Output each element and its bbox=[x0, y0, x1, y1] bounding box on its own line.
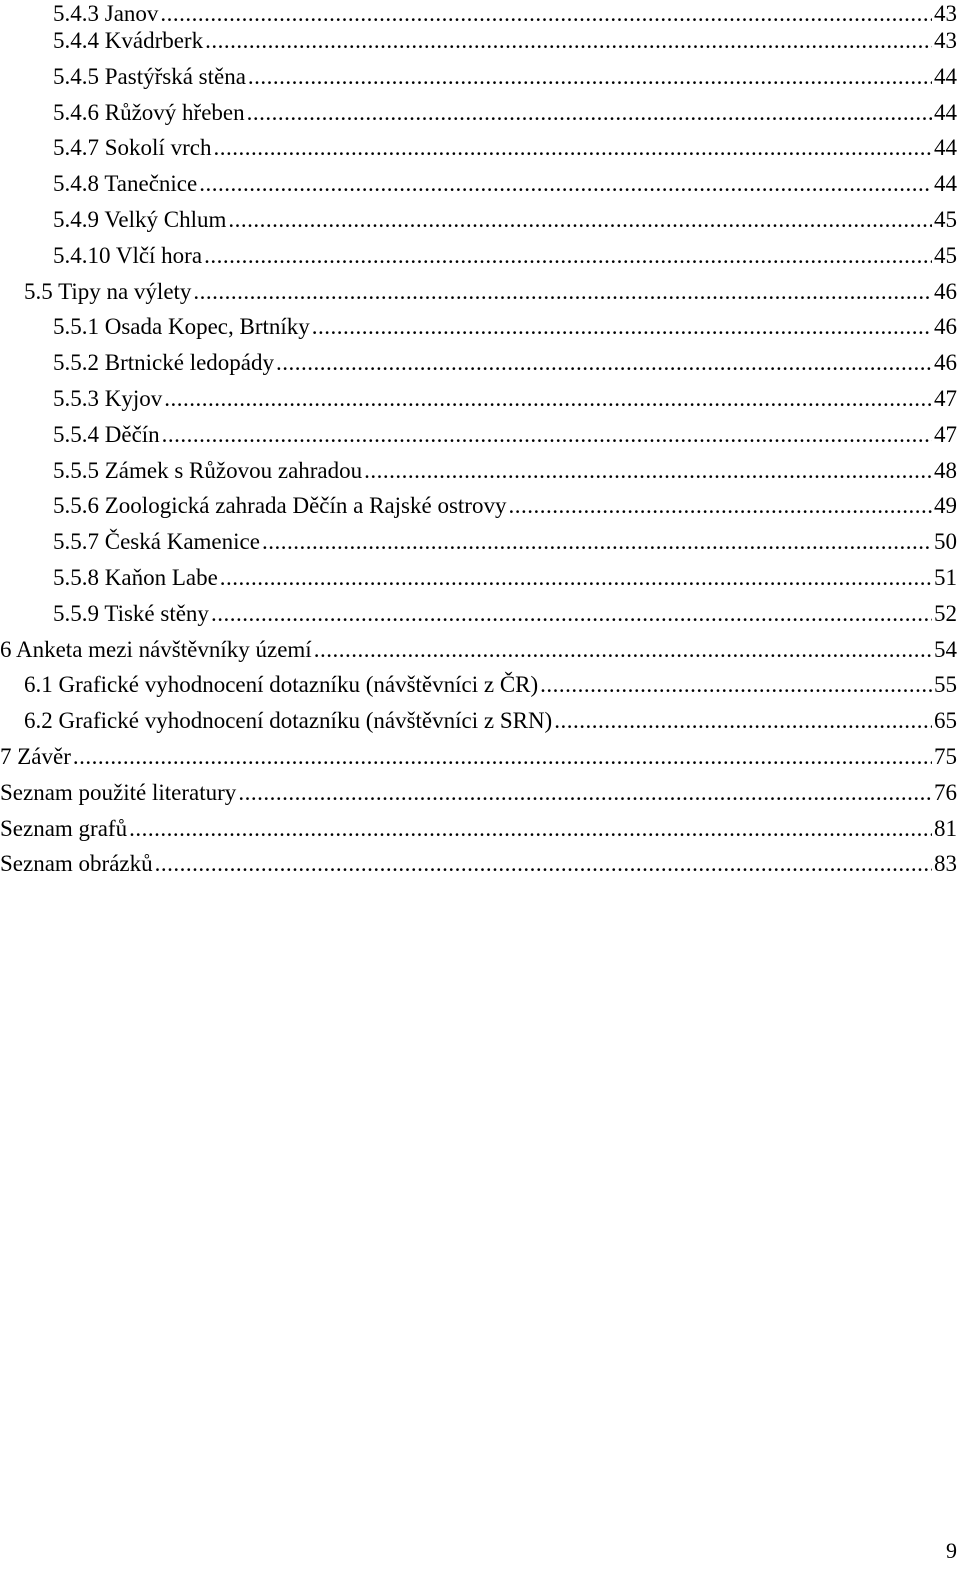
toc-dot-leader bbox=[364, 457, 932, 484]
toc-entry[interactable] bbox=[0, 636, 957, 672]
toc-entry[interactable] bbox=[0, 170, 957, 206]
toc-entry[interactable] bbox=[0, 27, 957, 63]
toc-entry-title: 5.5.5 Zámek s Růžovou zahradou bbox=[53, 457, 363, 483]
toc-entry-title: 5.4.5 Pastýřská stěna bbox=[53, 63, 246, 89]
toc-entry[interactable] bbox=[0, 457, 957, 493]
toc-dot-leader bbox=[211, 600, 932, 627]
toc-dot-leader bbox=[155, 850, 932, 877]
toc-dot-leader bbox=[228, 206, 932, 233]
toc-entry-page: 46 bbox=[934, 350, 957, 376]
toc-entry-page: 43 bbox=[934, 28, 957, 53]
toc-entry-title: 5.5.8 Kaňon Labe bbox=[53, 564, 218, 590]
toc-entry-page: 44 bbox=[934, 63, 957, 89]
toc-entry[interactable] bbox=[0, 385, 957, 421]
toc-entry-title: 6.2 Grafické vyhodnocení dotazníku (návštěvníci z SRN) bbox=[24, 708, 553, 734]
toc-dot-leader bbox=[248, 63, 932, 90]
toc-entry[interactable] bbox=[0, 206, 957, 242]
toc-dot-leader bbox=[73, 743, 932, 770]
page-number: 9 bbox=[946, 1538, 957, 1563]
toc-entry[interactable] bbox=[0, 421, 957, 457]
toc-dot-leader bbox=[554, 707, 932, 734]
toc-entry[interactable] bbox=[0, 850, 957, 886]
toc-entry-title: 5.4.9 Velký Chlum bbox=[53, 206, 227, 232]
toc-entry[interactable] bbox=[0, 779, 957, 815]
toc-entry[interactable] bbox=[0, 349, 957, 385]
toc-entry-title: 5.4.10 Vlčí hora bbox=[53, 242, 203, 268]
toc-entry-title: 5.5.3 Kyjov bbox=[53, 385, 163, 411]
toc-entry-title: 5.5.4 Děčín bbox=[53, 421, 160, 447]
toc-dot-leader bbox=[238, 779, 932, 806]
toc-entry-page: 47 bbox=[934, 385, 957, 411]
toc-dot-leader bbox=[508, 492, 932, 519]
toc-entry-title: 5.5.2 Brtnické ledopády bbox=[53, 350, 275, 376]
toc-entry-page: 54 bbox=[934, 636, 957, 662]
toc-entry[interactable] bbox=[0, 743, 957, 779]
toc-entry-page: 65 bbox=[934, 708, 957, 734]
toc-entry-page: 76 bbox=[934, 779, 957, 805]
toc-entry-page: 50 bbox=[934, 529, 957, 555]
toc-dot-leader bbox=[314, 636, 932, 663]
toc-entry-page: 51 bbox=[934, 564, 957, 590]
toc-entry-title: 6 Anketa mezi návštěvníky území bbox=[0, 636, 312, 662]
toc-entry[interactable] bbox=[0, 564, 957, 600]
toc-entry[interactable] bbox=[0, 707, 957, 743]
toc-dot-leader bbox=[204, 242, 932, 269]
toc-entry-page: 44 bbox=[934, 171, 957, 197]
toc-entry[interactable] bbox=[0, 528, 957, 564]
toc-entry-title: Seznam grafů bbox=[0, 815, 128, 841]
toc-entry[interactable] bbox=[0, 313, 957, 349]
toc-entry-page: 44 bbox=[934, 135, 957, 161]
toc-dot-leader bbox=[213, 134, 932, 161]
toc-entry[interactable] bbox=[0, 815, 957, 851]
toc-entry[interactable] bbox=[0, 134, 957, 170]
toc-dot-leader bbox=[162, 421, 932, 448]
toc-entry-title: 7 Závěr bbox=[0, 743, 71, 769]
toc-entry-page: 83 bbox=[934, 851, 957, 877]
toc-entry-page: 44 bbox=[934, 99, 957, 125]
toc-dot-leader bbox=[205, 27, 932, 54]
toc-dot-leader bbox=[220, 564, 932, 591]
toc-entry-page: 45 bbox=[934, 242, 957, 268]
toc-dot-leader bbox=[312, 313, 932, 340]
toc-entry-page: 45 bbox=[934, 206, 957, 232]
toc-dot-leader bbox=[540, 671, 932, 698]
toc-entry-page: 48 bbox=[934, 457, 957, 483]
toc-entry-page: 46 bbox=[934, 278, 957, 304]
toc-dot-leader bbox=[262, 528, 932, 555]
toc-entry-title: Seznam obrázků bbox=[0, 851, 153, 877]
toc-entry[interactable] bbox=[0, 242, 957, 278]
toc-entry-title: 5.5.6 Zoologická zahrada Děčín a Rajské ostrovy bbox=[53, 493, 507, 519]
toc-entry-title: 5.4.8 Tanečnice bbox=[53, 171, 198, 197]
toc-entry-page: 43 bbox=[934, 1, 957, 26]
toc-entry-title: 5.4.6 Růžový hřeben bbox=[53, 99, 245, 125]
toc-entry[interactable] bbox=[0, 492, 957, 528]
toc-dot-leader bbox=[160, 0, 932, 27]
toc-entry-title: 5.4.7 Sokolí vrch bbox=[53, 135, 212, 161]
toc-entry-page: 49 bbox=[934, 493, 957, 519]
toc-entry[interactable] bbox=[0, 671, 957, 707]
toc-entry-title: 5.4.3 Janov bbox=[53, 1, 159, 26]
toc-entry-page: 75 bbox=[934, 743, 957, 769]
toc-dot-leader bbox=[164, 385, 932, 412]
toc-entry-title: 5.5.9 Tiské stěny bbox=[53, 600, 209, 626]
toc-entry[interactable] bbox=[0, 278, 957, 314]
toc-dot-leader bbox=[276, 349, 932, 376]
toc-dot-leader bbox=[247, 99, 932, 126]
toc-entry-page: 81 bbox=[934, 815, 957, 841]
toc-entry-page: 47 bbox=[934, 421, 957, 447]
toc-entry-page: 46 bbox=[934, 314, 957, 340]
toc-entry-title: 5.5.7 Česká Kamenice bbox=[53, 529, 260, 555]
toc-entry-title: 5.5.1 Osada Kopec, Brtníky bbox=[53, 314, 310, 340]
toc-entry[interactable] bbox=[0, 99, 957, 135]
toc-entry[interactable] bbox=[0, 600, 957, 636]
toc-entry[interactable] bbox=[0, 63, 957, 99]
toc-dot-leader bbox=[199, 170, 932, 197]
toc-entry[interactable] bbox=[0, 0, 957, 27]
toc-dot-leader bbox=[129, 815, 932, 842]
toc-entry-title: 5.4.4 Kvádrberk bbox=[53, 28, 204, 53]
toc-entry-title: Seznam použité literatury bbox=[0, 779, 237, 805]
toc-entry-page: 55 bbox=[934, 672, 957, 698]
toc-dot-leader bbox=[193, 278, 932, 305]
toc-entry-title: 6.1 Grafické vyhodnocení dotazníku (návštěvníci z ČR) bbox=[24, 672, 539, 698]
toc-entry-title: 5.5 Tipy na výlety bbox=[24, 278, 192, 304]
toc-entry-page: 52 bbox=[934, 600, 957, 626]
